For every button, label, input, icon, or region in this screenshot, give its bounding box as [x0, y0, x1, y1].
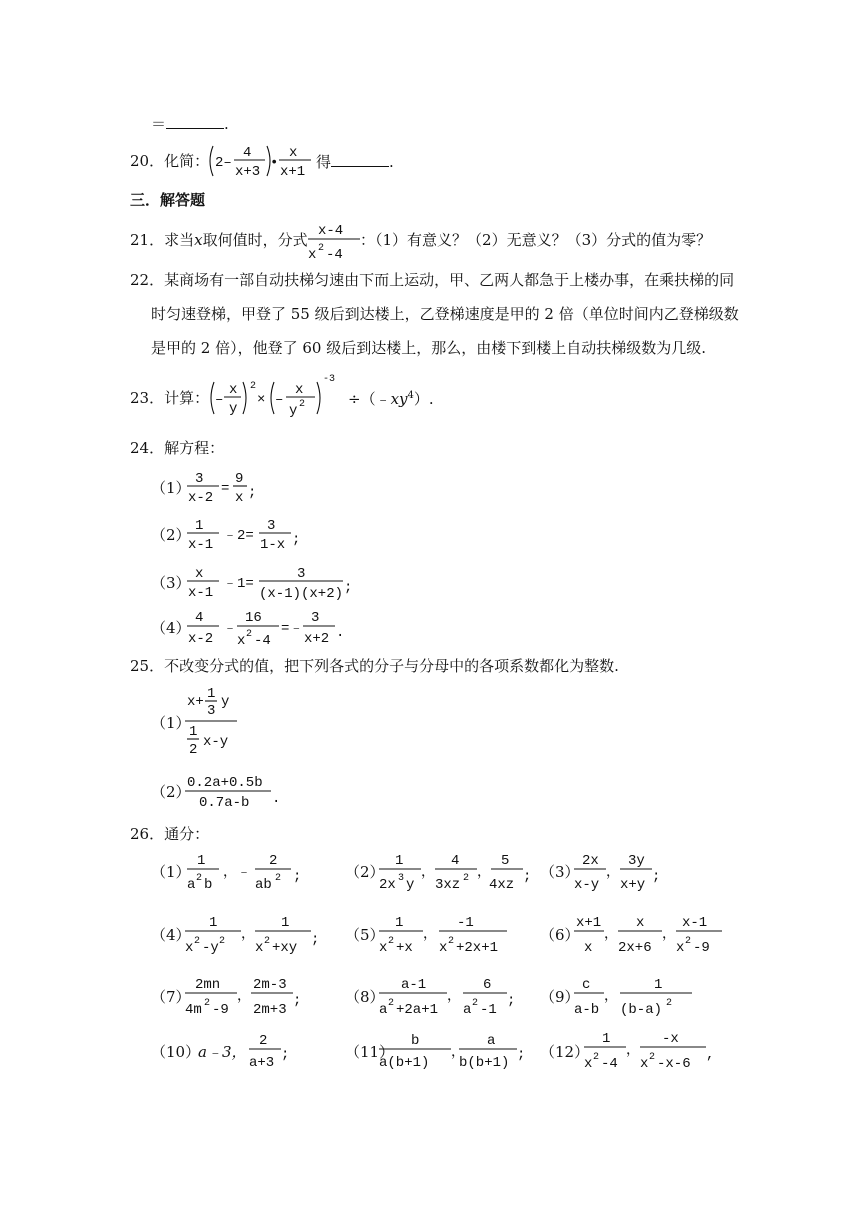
svg-text:x+3: x+3 — [235, 164, 261, 180]
svg-text:x: x — [195, 566, 204, 582]
q25-label-2: （2） — [151, 783, 191, 801]
svg-text:9: 9 — [235, 471, 244, 487]
svg-text:1: 1 — [195, 518, 204, 534]
q26-item-6 — [572, 900, 732, 956]
svg-text:a-b: a-b — [574, 1002, 600, 1018]
q26-label-2: （2） — [345, 863, 385, 881]
svg-text:;: ; — [652, 869, 661, 885]
svg-text:，: ， — [626, 1043, 640, 1059]
q26-label-6: （6） — [540, 926, 580, 944]
svg-text:2: 2 — [685, 936, 692, 947]
svg-text:x: x — [308, 247, 317, 263]
svg-text:2: 2 — [269, 853, 278, 869]
svg-text:2: 2 — [448, 936, 455, 947]
svg-text:2: 2 — [666, 998, 673, 1009]
svg-text:1: 1 — [209, 915, 218, 931]
svg-text:x: x — [636, 915, 645, 931]
svg-text:a+3: a+3 — [249, 1055, 275, 1071]
answer-blank — [331, 154, 389, 167]
svg-text:2: 2 — [259, 1033, 268, 1049]
q26-item-8 — [377, 968, 537, 1020]
question-22-line-1: 22．某商场有一部自动扶梯匀速由下而上运动，甲、乙两人都急于上楼办事，在乘扶梯的同 — [130, 271, 735, 289]
svg-text:，: ， — [451, 1045, 465, 1061]
svg-text:2x: 2x — [582, 853, 599, 869]
svg-text:16: 16 — [245, 610, 262, 626]
svg-text:.: . — [336, 625, 345, 641]
svg-text:x: x — [584, 1056, 593, 1072]
svg-text:x: x — [185, 940, 194, 956]
question-22-line-2: 时匀速登梯，甲登了 55 级后到达楼上，乙登梯速度是甲的 2 倍（单位时间内乙登梯级数 — [151, 305, 739, 323]
svg-text:,: , — [706, 1047, 715, 1063]
svg-text:x-y: x-y — [203, 734, 229, 750]
svg-text:a(b+1): a(b+1) — [379, 1055, 430, 1071]
svg-text:4: 4 — [243, 145, 252, 161]
svg-text:1: 1 — [395, 915, 404, 931]
q26-label-9: （9） — [540, 988, 580, 1006]
q26-item-2 — [377, 848, 537, 894]
svg-text:，: ， — [604, 989, 618, 1005]
q26-label-10: （10） — [151, 1043, 201, 1061]
svg-text:-1: -1 — [480, 1002, 497, 1018]
svg-text:3: 3 — [311, 610, 320, 626]
svg-text:;: ; — [523, 869, 532, 885]
q26-item-3 — [572, 848, 692, 894]
svg-text:3: 3 — [297, 566, 306, 582]
svg-text:–: – — [275, 392, 284, 408]
svg-text:，: ， — [423, 927, 437, 943]
svg-text:x: x — [289, 145, 298, 161]
svg-text:2: 2 — [649, 1052, 656, 1063]
svg-text:c: c — [582, 977, 591, 993]
svg-text:4: 4 — [195, 610, 204, 626]
svg-text:-x-6: -x-6 — [657, 1056, 691, 1072]
q26-label-4: （4） — [151, 926, 191, 944]
svg-text:.: . — [272, 791, 281, 807]
previous-answer-line: ＝ . — [151, 115, 229, 133]
question-21-intro: 21．求当x取何值时，分式 — [130, 231, 308, 249]
q26-item-9 — [572, 968, 702, 1020]
answer-blank — [166, 116, 224, 129]
q21-fraction — [304, 218, 366, 264]
svg-text:b(b+1): b(b+1) — [459, 1055, 510, 1071]
q26-item-4 — [183, 910, 333, 958]
svg-text:2: 2 — [388, 936, 395, 947]
equals-sign: ＝ — [151, 115, 167, 133]
svg-text:a: a — [463, 1002, 472, 1018]
svg-text:×: × — [257, 392, 266, 408]
q26-label-5: （5） — [345, 926, 385, 944]
q26-item-10-text: a﹣3， — [198, 1043, 247, 1061]
svg-text:，: ， — [237, 989, 251, 1005]
q26-item-12 — [582, 1022, 722, 1074]
svg-text:3y: 3y — [628, 853, 645, 869]
svg-text:﹣: ﹣ — [223, 621, 237, 637]
svg-text:;: ; — [293, 993, 302, 1009]
svg-text:1: 1 — [654, 977, 663, 993]
svg-text:3: 3 — [267, 518, 276, 534]
svg-text:x: x — [439, 940, 448, 956]
svg-text:3: 3 — [195, 471, 204, 487]
svg-text:;: ; — [507, 993, 516, 1009]
svg-text:2: 2 — [194, 936, 201, 947]
svg-text:x: x — [676, 940, 685, 956]
svg-text:x-4: x-4 — [318, 223, 344, 239]
question-25-title: 25．不改变分式的值，把下列各式的分子与分母中的各项系数都化为整数. — [130, 657, 619, 675]
svg-text:=: = — [221, 481, 230, 497]
svg-text:2m+3: 2m+3 — [253, 1002, 287, 1018]
svg-text:2: 2 — [299, 399, 306, 410]
q25-expression-1 — [183, 683, 253, 761]
q23-expression — [207, 370, 349, 422]
svg-text:;: ; — [517, 1047, 526, 1063]
svg-text:2: 2 — [463, 873, 470, 884]
svg-text:1: 1 — [189, 724, 198, 740]
svg-text:3: 3 — [207, 703, 216, 719]
question-23-label: 23．计算： — [130, 389, 210, 407]
svg-text:2mn: 2mn — [195, 977, 221, 993]
svg-text:1: 1 — [207, 686, 216, 702]
svg-text:2: 2 — [219, 936, 226, 947]
question-26-title: 26．通分： — [130, 825, 210, 843]
q26-item-11 — [377, 1026, 537, 1074]
svg-text:a: a — [487, 1033, 496, 1049]
q24-equation-1 — [183, 466, 263, 508]
svg-text:﹣1=: ﹣1= — [223, 576, 254, 592]
svg-text:，: ， — [421, 865, 435, 881]
svg-text:+x: +x — [396, 940, 413, 956]
svg-text:2: 2 — [593, 1052, 600, 1063]
svg-text:a: a — [379, 1002, 388, 1018]
q25-expression-2 — [183, 770, 283, 812]
svg-text:-4: -4 — [326, 247, 343, 263]
svg-text:6: 6 — [483, 977, 492, 993]
svg-text:1-x: 1-x — [260, 537, 286, 553]
svg-text:y: y — [229, 401, 238, 417]
svg-text:;: ; — [248, 485, 257, 501]
q26-item-7 — [183, 968, 323, 1020]
svg-text:x+y: x+y — [620, 877, 646, 893]
svg-text:2–: 2– — [215, 155, 232, 171]
svg-text:，﹣: ，﹣ — [223, 865, 251, 881]
svg-text:1: 1 — [395, 853, 404, 869]
svg-text:x: x — [235, 490, 244, 506]
svg-text:x+2: x+2 — [304, 631, 330, 647]
svg-text:，: ， — [241, 927, 255, 943]
q24-label-2: （2） — [151, 526, 191, 544]
svg-text:2: 2 — [196, 873, 203, 884]
svg-text:b: b — [204, 877, 213, 893]
svg-text:，: ， — [604, 927, 618, 943]
svg-text:1: 1 — [602, 1031, 611, 1047]
svg-text:2x: 2x — [379, 877, 396, 893]
svg-text:2: 2 — [388, 998, 395, 1009]
q24-label-1: （1） — [151, 479, 191, 497]
svg-text:x: x — [640, 1056, 649, 1072]
q26-label-8: （8） — [345, 988, 385, 1006]
svg-text:4: 4 — [451, 853, 460, 869]
q20-tail: 得 . — [316, 153, 394, 171]
q26-item-1 — [183, 848, 313, 894]
q26-label-3: （3） — [540, 863, 580, 881]
svg-text:=﹣: =﹣ — [281, 621, 304, 637]
question-24-title: 24．解方程： — [130, 439, 225, 457]
svg-text:x+1: x+1 — [576, 915, 602, 931]
question-20-label: 20．化简： — [130, 152, 210, 170]
svg-text:-x: -x — [662, 1031, 679, 1047]
svg-text:(x-1)(x+2): (x-1)(x+2) — [259, 586, 344, 602]
svg-text:(b-a): (b-a) — [620, 1002, 663, 1018]
svg-text:4xz: 4xz — [489, 877, 515, 893]
svg-text:x: x — [255, 940, 264, 956]
svg-text:+2x+1: +2x+1 — [456, 940, 499, 956]
svg-text:2: 2 — [264, 936, 271, 947]
svg-text:x-1: x-1 — [188, 537, 214, 553]
svg-text:2: 2 — [250, 381, 257, 392]
q24-equation-4 — [183, 604, 353, 650]
svg-text:y: y — [289, 403, 298, 419]
svg-text:x-1: x-1 — [682, 915, 708, 931]
svg-text:x: x — [295, 382, 304, 398]
svg-text:x: x — [237, 633, 246, 649]
svg-text:2: 2 — [275, 873, 282, 884]
svg-text:2: 2 — [189, 742, 198, 758]
svg-text:-4: -4 — [254, 633, 271, 649]
q24-label-3: （3） — [151, 574, 191, 592]
svg-text:2: 2 — [204, 998, 211, 1009]
svg-text:2x+6: 2x+6 — [618, 940, 652, 956]
svg-text:x: x — [229, 382, 238, 398]
svg-text:x: x — [584, 940, 593, 956]
svg-text:y: y — [406, 877, 415, 893]
svg-text:x-2: x-2 — [188, 631, 214, 647]
q26-label-12: （12） — [540, 1043, 590, 1061]
svg-text:b: b — [411, 1033, 420, 1049]
svg-text:1: 1 — [197, 853, 206, 869]
svg-text:a: a — [187, 877, 196, 893]
q24-equation-3 — [183, 561, 363, 603]
svg-text:3xz: 3xz — [435, 877, 461, 893]
svg-text:a-1: a-1 — [401, 977, 427, 993]
svg-text:2m-3: 2m-3 — [253, 977, 287, 993]
svg-text:+2a+1: +2a+1 — [396, 1002, 439, 1018]
svg-text:x-1: x-1 — [188, 585, 214, 601]
q26-item-5 — [377, 900, 527, 956]
svg-text:-3: -3 — [323, 374, 336, 385]
q25-label-1: （1） — [151, 714, 191, 732]
svg-text:2: 2 — [246, 629, 253, 640]
svg-text:﹣2=: ﹣2= — [223, 528, 254, 544]
svg-text:0.7a-b: 0.7a-b — [199, 795, 250, 811]
svg-text:•: • — [270, 155, 279, 171]
q24-equation-2 — [183, 513, 313, 555]
svg-text:4m: 4m — [185, 1002, 202, 1018]
svg-text:y: y — [221, 694, 230, 710]
q24-label-4: （4） — [151, 619, 191, 637]
svg-text:，: ， — [606, 865, 620, 881]
svg-text:-9: -9 — [693, 940, 710, 956]
svg-text:0.2a+0.5b: 0.2a+0.5b — [187, 775, 263, 791]
svg-text:，: ， — [477, 865, 491, 881]
svg-text:3: 3 — [398, 873, 405, 884]
q20-expression — [207, 140, 319, 182]
svg-text:x-y: x-y — [574, 877, 600, 893]
svg-text:x: x — [379, 940, 388, 956]
svg-text:;: ; — [293, 869, 302, 885]
q26-label-7: （7） — [151, 988, 191, 1006]
section-heading: 三．解答题 — [130, 191, 206, 209]
svg-text:;: ; — [311, 932, 320, 948]
svg-text:，: ， — [447, 989, 461, 1005]
svg-text:;: ; — [344, 580, 353, 596]
svg-text:-9: -9 — [212, 1002, 229, 1018]
svg-text:-y: -y — [202, 940, 219, 956]
svg-text:ab: ab — [255, 877, 272, 893]
svg-text:x-2: x-2 — [188, 490, 214, 506]
svg-text:1: 1 — [281, 915, 290, 931]
svg-text:-4: -4 — [601, 1056, 618, 1072]
svg-text:2: 2 — [472, 998, 479, 1009]
svg-text:+xy: +xy — [272, 940, 298, 956]
svg-text:-1: -1 — [457, 915, 474, 931]
svg-text:5: 5 — [501, 853, 510, 869]
question-22-line-3: 是甲的 2 倍），他登了 60 级后到达楼上，那么，由楼下到楼上自动扶梯级数为几级. — [151, 339, 706, 357]
q26-label-11: （11） — [345, 1043, 395, 1061]
svg-text:;: ; — [292, 532, 301, 548]
svg-text:x+: x+ — [187, 694, 204, 710]
question-21-parts: ：（1）有意义？（2）无意义？（3）分式的值为零？ — [360, 231, 712, 249]
svg-text:x+1: x+1 — [280, 164, 306, 180]
svg-text:2: 2 — [318, 243, 325, 254]
q26-label-1: （1） — [151, 863, 191, 881]
svg-text:–: – — [215, 392, 224, 408]
svg-text:，: ， — [662, 927, 676, 943]
svg-text:;: ; — [281, 1047, 290, 1063]
q26-item-10-fraction — [247, 1026, 307, 1074]
q23-tail: $\div(﹣xy^4)$. — [348, 390, 434, 408]
